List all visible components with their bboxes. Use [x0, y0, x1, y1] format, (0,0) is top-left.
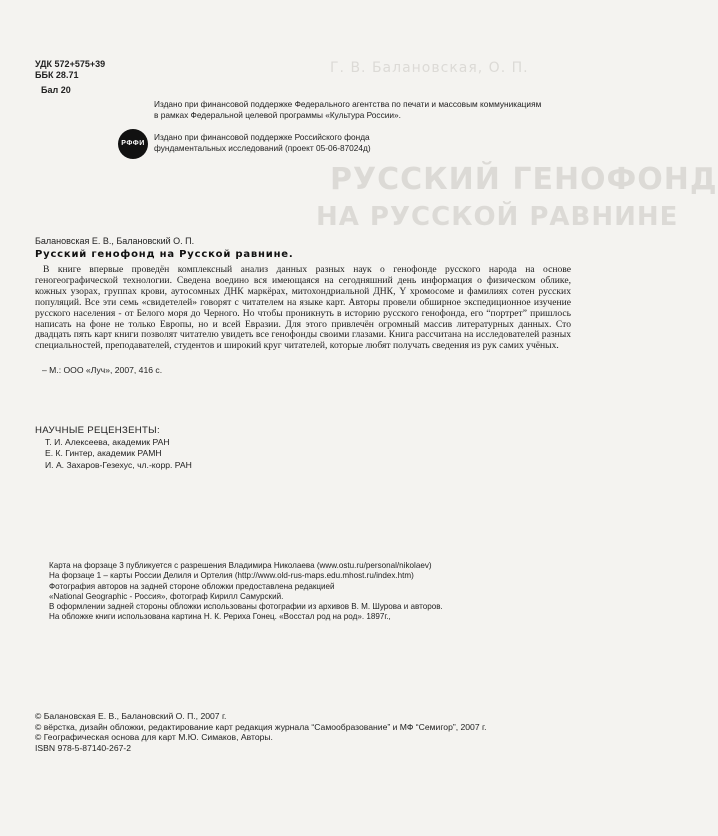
rffi-logo: РФФИ	[118, 129, 148, 159]
book-title: Русский генофонд на Русской равнине.	[35, 249, 294, 260]
copyright-block	[35, 711, 486, 753]
credit-line: На форзаце 1 – карты России Делиля и Ортелия (http://www.old-rus-maps.edu.mhost.ru/index.htm)	[49, 571, 414, 581]
rffi-support-line-1: Издано при финансовой поддержке Российского фонда	[154, 132, 370, 142]
publisher-imprint: – М.: ООО «Луч», 2007, 416 с.	[42, 365, 163, 375]
federal-support-line-2: в рамках Федеральной целевой программы «Культура России».	[154, 110, 401, 120]
bleed-through-text-title: РУССКИЙ ГЕНОФОНД	[330, 162, 718, 197]
reviewer-item: Т. И. Алексеева, академик РАН	[45, 437, 170, 447]
bbk-code: ББК 28.71	[35, 70, 79, 80]
rffi-support-note	[154, 132, 454, 154]
reviewers-heading: НАУЧНЫЕ РЕЦЕНЗЕНТЫ:	[35, 425, 160, 436]
copyright-line: © Балановская Е. В., Балановский О. П., 2007 г.	[35, 711, 227, 721]
reviewer-item: И. А. Захаров-Гезехус, чл.-корр. РАН	[45, 459, 192, 470]
reviewer-item: Е. К. Гинтер, академик РАМН	[45, 448, 162, 459]
author-sign: Бал 20	[41, 85, 71, 95]
illustration-credits	[49, 561, 589, 623]
credit-line: Карта на форзаце 3 публикуется с разрешения Владимира Николаева (www.ostu.ru/personal/nikolaev)	[49, 561, 432, 570]
udk-code: УДК 572+575+39	[35, 59, 106, 69]
federal-support-line-1: Издано при финансовой поддержке Федерального агентства по печати и массовым коммуникациям	[154, 99, 542, 109]
federal-support-note	[154, 99, 574, 121]
copyright-line: © Географическая основа для карт М.Ю. Симаков, Авторы.	[35, 732, 273, 743]
bleed-through-text-top: Г. В. Балановская, О. П.	[330, 60, 529, 76]
rffi-support-line-2: фундаментальных исследований (проект 05-06-87024д)	[154, 143, 371, 153]
credit-line: Фотография авторов на задней стороне обложки предоставлена редакцией	[49, 581, 335, 591]
rffi-support-block	[118, 126, 418, 162]
credit-line: На обложке книги использована картина Н. К. Рериха Гонец. «Восстал род на род». 1897г.,	[49, 612, 391, 622]
authors: Балановская Е. В., Балановский О. П.	[35, 236, 195, 246]
abstract: В книге впервые проведён комплексный анализ данных разных наук о генофонде русского народа на основе геногеографической технологии. Сведена воедино вся имеющаяся на сегодняшний день информация о физическом облике, кожных узорах, группах крови, аутосомных ДНК маркёрах, митохондриальной ДНК, Y хромосоме и фамилиях сотен русских популяций. Все эти семь «свидетелей» говорят с читателем на языке карт. Авторы провели обширное экспедиционное изучение русского населения - от Белого моря до Черного. Но чтобы проникнуть в историю русского генофонда, его “портрет” пришлось написать на фоне не только Европы, но и всей Евразии. Для этого привлечён огромный массив литературных данных. Сто двадцать пять карт книги позволят читателю увидеть все генофонды своими глазами. Книга рассчитана на исследователей разных специальностей, преподавателей, студентов и широкий круг читателей, которые любят получать сведения из рук самих учёных.	[35, 264, 571, 352]
credit-line: «National Geographic - Россия», фотограф Кирилл Самурский.	[49, 591, 284, 601]
reviewers-list	[45, 437, 192, 471]
classification-codes	[35, 59, 105, 96]
isbn: ISBN 978-5-87140-267-2	[35, 742, 132, 753]
bleed-through-text-subtitle: НА РУССКОЙ РАВНИНЕ	[316, 202, 679, 232]
copyright-line: © вёрстка, дизайн обложки, редактирование карт редакция журнала “Самообразование” и МФ “Семигор”, 2007 г.	[35, 721, 487, 732]
credit-line: В оформлении задней стороны обложки использованы фотографии из архивов В. М. Шурова и авторов.	[49, 602, 443, 612]
